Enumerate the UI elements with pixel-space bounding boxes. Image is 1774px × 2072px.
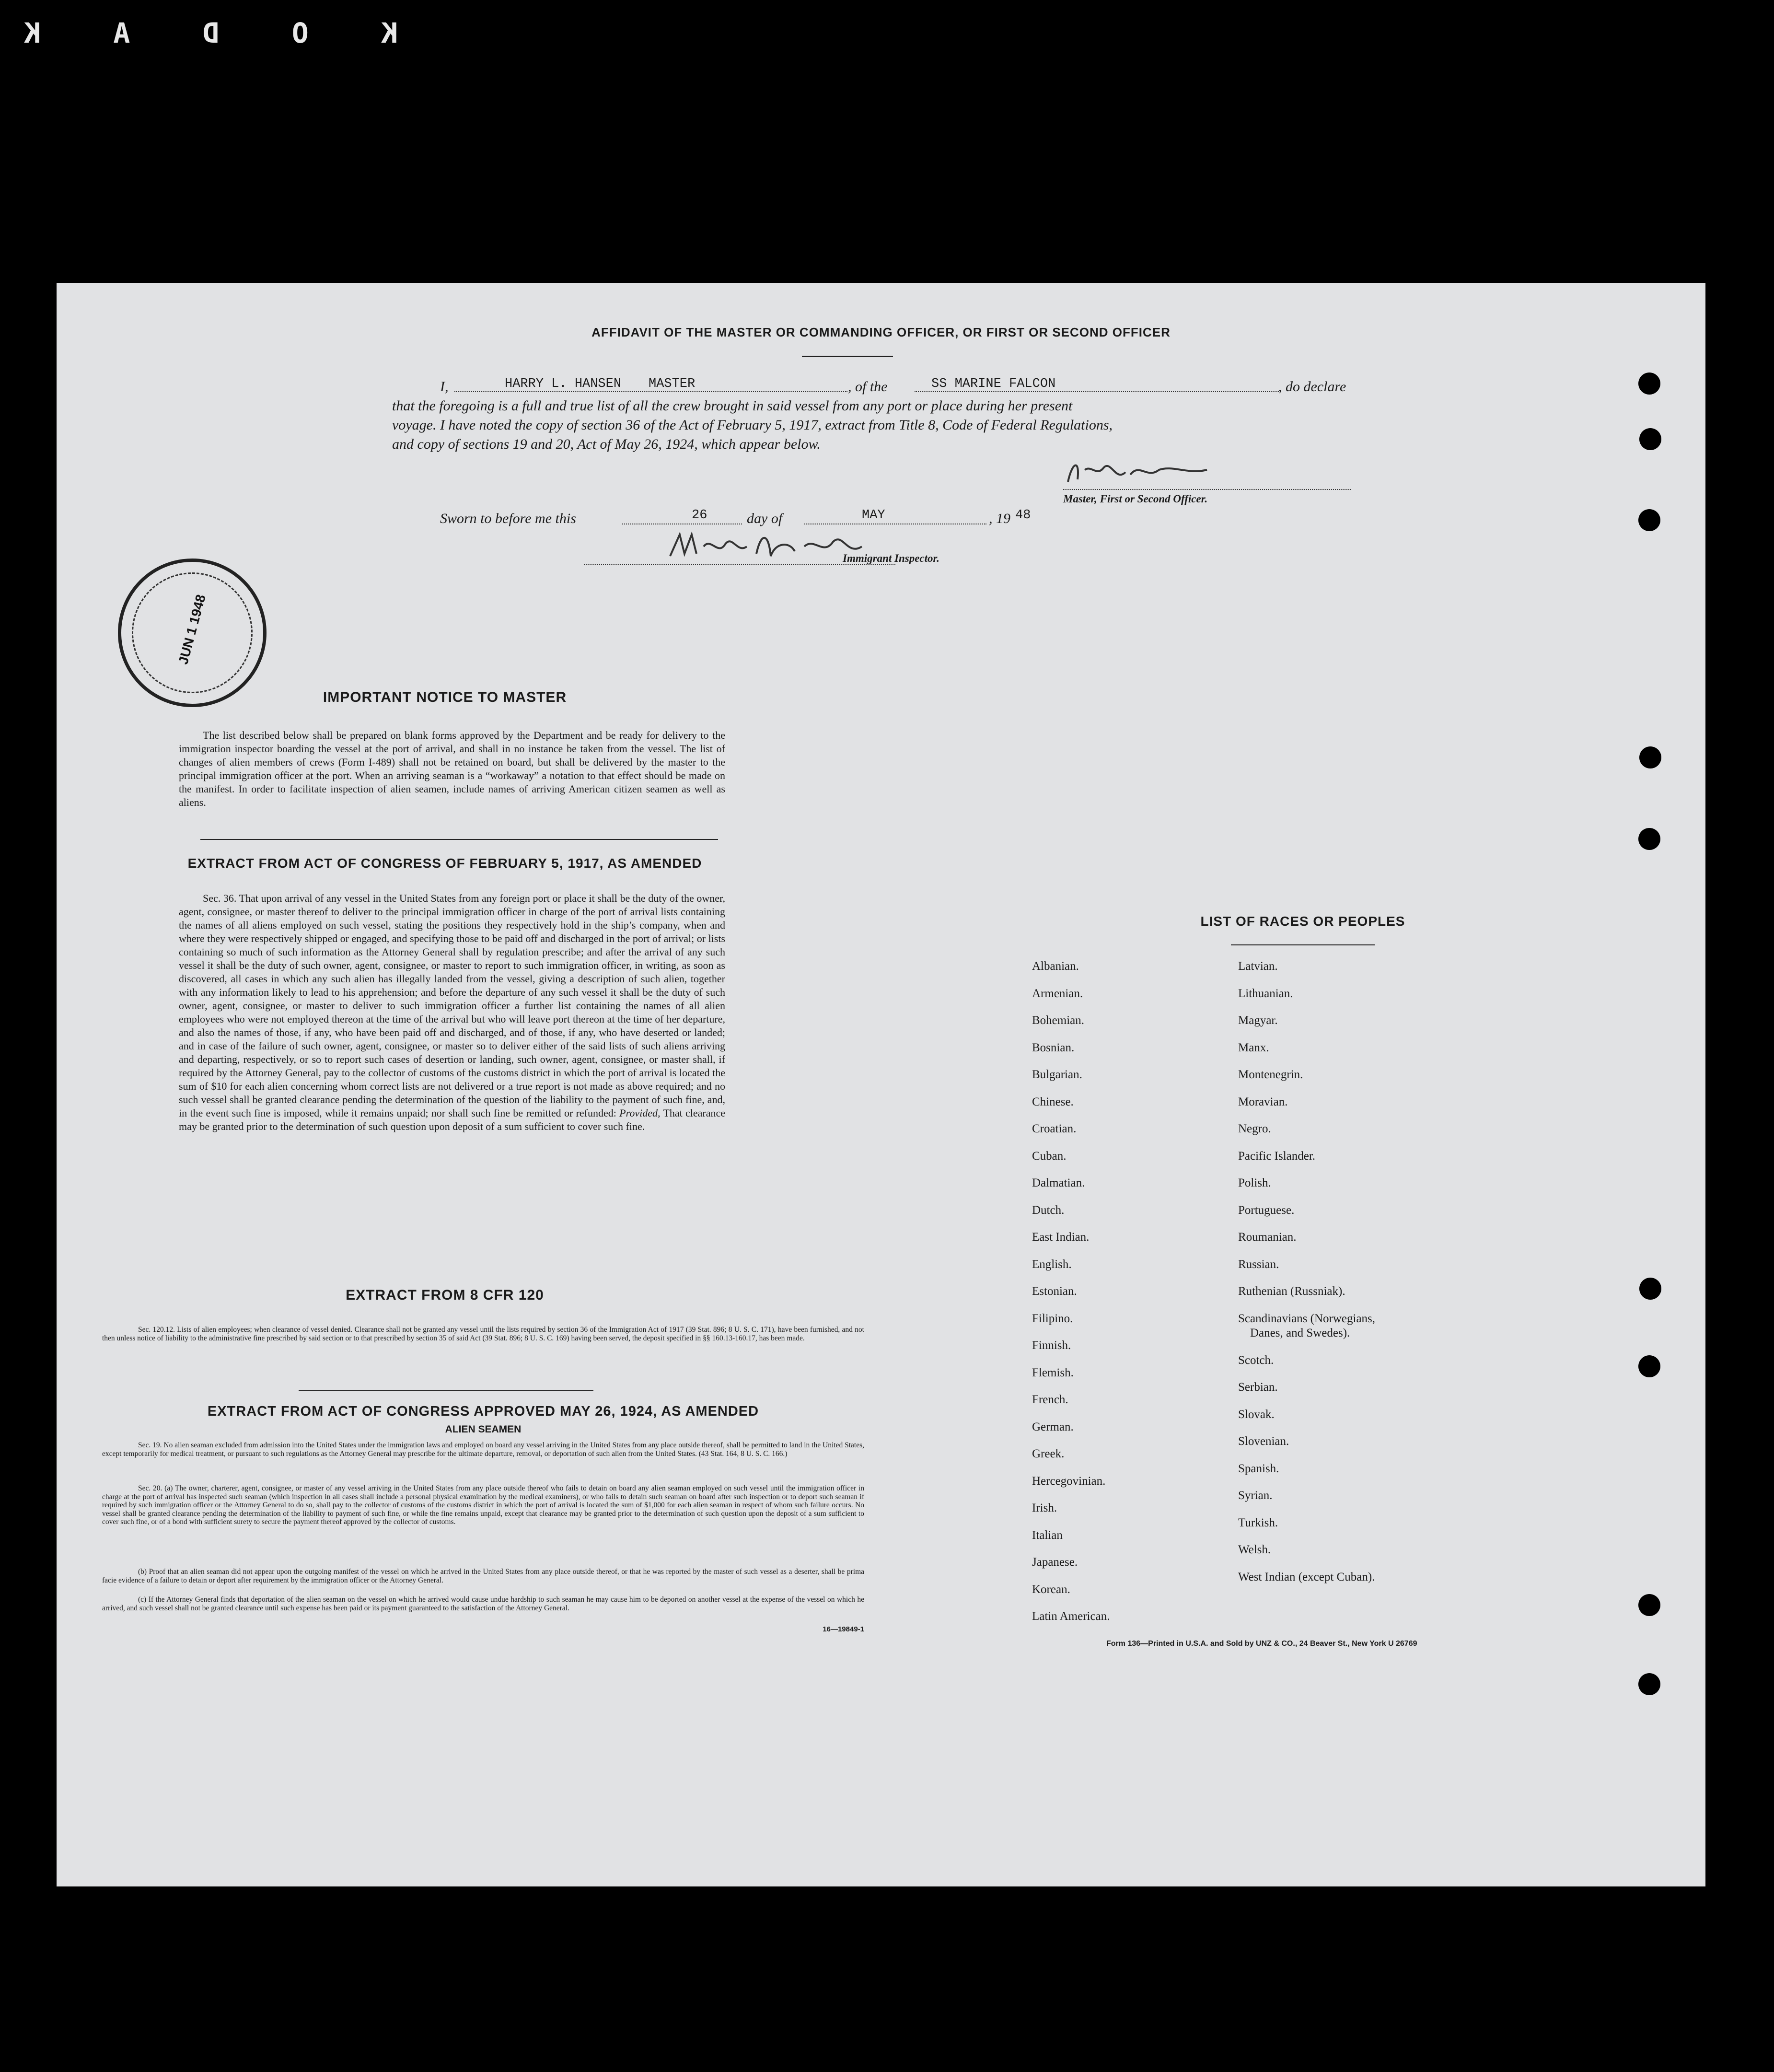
race-item: Korean. bbox=[1032, 1583, 1070, 1596]
brand-letter: A bbox=[113, 17, 130, 49]
divider bbox=[200, 839, 718, 840]
stamp-text: JUN 1 1948 bbox=[175, 593, 209, 666]
extract-1917-body bbox=[179, 892, 725, 1133]
year-suffix: 48 bbox=[1015, 508, 1031, 523]
race-item: Estonian. bbox=[1032, 1285, 1077, 1298]
section-20c: (c) If the Attorney General finds that deportation of the alien seaman on the vessel on which he arrived would cause undue hardship to such seaman he may cause him to be deported on another vessel at the expense of the vessel on which he arrived, and such vessel shall not be granted clearance until such expense has been paid or its payment guaranteed to the satisfaction of the Attorney General. bbox=[102, 1595, 864, 1612]
race-item: Roumanian. bbox=[1238, 1231, 1297, 1244]
affidavit-line-2: that the foregoing is a full and true list of all the crew brought in said vessel from any port or place during her present bbox=[392, 398, 1073, 414]
punch-hole bbox=[1638, 509, 1660, 531]
race-item: Irish. bbox=[1032, 1502, 1057, 1514]
section-20a: Sec. 20. (a) The owner, charterer, agent, consignee, or master of any vessel arriving in the United States from any place outside thereof who fails to detain on board any alien seaman employed on such vessel until the immigration officer in charge at the port of arrival has inspected such seaman (which inspection in all cases shall include a personal physical examination by the medical examiners), or who fails to detain such seaman on board after such inspection or to deport such seaman if required by such immigration officer or the Attorney General to do so, shall pay to the collector of customs of the customs district in which the port of arrival is located the sum of $1,000 for each alien seaman in respect of whom such failure occurs. No vessel shall be granted clearance pending the determination of the liability to payment of such fine, or while the fine remains unpaid, except that clearance may be granted prior to the determination of such question upon the deposit of a sum sufficient to cover such fine, or of a bond with sufficient surety to secure the payment thereof approved by the collector of customs. bbox=[102, 1484, 864, 1526]
races-column-1 bbox=[1032, 953, 1110, 1630]
race-item: Scotch. bbox=[1238, 1353, 1274, 1367]
race-item: Cuban. bbox=[1032, 1149, 1067, 1163]
race-item: Finnish. bbox=[1032, 1339, 1071, 1352]
race-item: Lithuanian. bbox=[1238, 987, 1293, 1000]
section-label: Sec. 36. bbox=[203, 892, 237, 904]
races-title: LIST OF RACES OR PEOPLES bbox=[1200, 914, 1405, 929]
race-item: Greek. bbox=[1032, 1447, 1065, 1460]
form-footer: Form 136—Printed in U.S.A. and Sold by UNZ & CO., 24 Beaver St., New York U 26769 bbox=[1106, 1640, 1417, 1648]
race-item: Hercegovinian. bbox=[1032, 1474, 1106, 1488]
i-label: I, bbox=[440, 379, 449, 395]
race-item: Flemish. bbox=[1032, 1366, 1074, 1379]
race-item: Armenian. bbox=[1032, 987, 1083, 1000]
race-item: Bosnian. bbox=[1032, 1041, 1075, 1054]
race-item: Dalmatian. bbox=[1032, 1176, 1085, 1189]
divider bbox=[299, 1390, 593, 1391]
of-the-label: , of the bbox=[848, 379, 888, 395]
affidavit-line-3: voyage. I have noted the copy of section 36 of the Act of February 5, 1917, extract from Title 8, Code of Federal Regulations, bbox=[392, 417, 1113, 433]
race-item: Croatian. bbox=[1032, 1122, 1077, 1135]
cfr-title: EXTRACT FROM 8 CFR 120 bbox=[346, 1287, 544, 1303]
sworn-day: 26 bbox=[692, 508, 707, 523]
extract-1924-title: EXTRACT FROM ACT OF CONGRESS APPROVED MAY 26, 1924, AS AMENDED bbox=[207, 1404, 759, 1419]
race-item: Chinese. bbox=[1032, 1095, 1074, 1108]
section-36-text: That upon arrival of any vessel in the United States from any foreign port or place it shall be the duty of the owner, agent, consignee, or master thereof to deliver to the principal immigration officer in charge of the port of arrival lists containing the names of all aliens employed on such vessel, stating the positions they respectively hold in the ship’s company, when and where they were respectively shipped or engaged, and specifying those to be paid off and discharged in the port of arrival; or lists containing so much of such information as the Attorney General shall by regulation prescribe; and after the arrival of any such vessel it shall be the duty of such owner, agent, consignee, or master to report to such immigration officer, in writing, as soon as discovered, all cases in which any such alien has illegally landed from the vessel, giving a description of such alien, together with any information likely to lead to his apprehension; and before the departure of any such vessel it shall be the duty of such owner, agent, consignee, or master to deliver to such immigration officer a further list containing the names of all alien employees who were not employed thereon at the time of the arrival but who will leave port thereon at the time of her departure, and also the names of those, if any, who have been paid off and discharged, and of those, if any, who have deserted or landed; and in case of the failure of such owner, agent, consignee, or master so to deliver either of the said lists of such aliens arriving and departing, respectively, or so to report such cases of desertion or landing, such owner, agent, consignee, or master shall, if required by the Attorney General, pay to the collector of customs of the customs district in which the port of arrival is located the sum of $10 for each alien concerning whom correct lists are not delivered or a true report is not made as above required; and no such vessel shall be granted clearance pending the determination of the question of the liability to the payment of such fine, and, in the event such fine is imposed, while it remains unpaid; nor shall such fine be remitted or refunded: bbox=[179, 892, 726, 1119]
race-item: Ruthenian (Russniak). bbox=[1238, 1285, 1345, 1298]
do-declare: , do declare bbox=[1278, 379, 1346, 395]
brand-letter: D bbox=[202, 17, 220, 49]
extract-1924-subtitle: ALIEN SEAMEN bbox=[445, 1424, 522, 1435]
date-stamp bbox=[118, 559, 267, 707]
vessel-fill-line bbox=[915, 391, 1279, 392]
race-item: Pacific Islander. bbox=[1238, 1149, 1316, 1163]
race-item: Moravian. bbox=[1238, 1095, 1288, 1108]
master-signature bbox=[1063, 455, 1264, 489]
race-item: East Indian. bbox=[1032, 1231, 1090, 1244]
race-item: French. bbox=[1032, 1393, 1068, 1406]
race-item: Negro. bbox=[1238, 1122, 1271, 1135]
race-item: Latin American. bbox=[1032, 1610, 1110, 1623]
inspector-caption: Immigrant Inspector. bbox=[843, 552, 939, 564]
race-item: Latvian. bbox=[1238, 960, 1278, 973]
race-item: Portuguese. bbox=[1238, 1203, 1295, 1217]
punch-hole bbox=[1638, 1355, 1660, 1377]
sworn-month: MAY bbox=[862, 508, 885, 523]
race-item: Bohemian. bbox=[1032, 1014, 1085, 1027]
race-item: Montenegrin. bbox=[1238, 1068, 1303, 1081]
film-edge-brand bbox=[0, 17, 422, 60]
name-fill-line bbox=[454, 391, 847, 392]
race-item: Russian. bbox=[1238, 1257, 1279, 1271]
race-item: Bulgarian. bbox=[1032, 1068, 1082, 1081]
section-19: Sec. 19. No alien seaman excluded from admission into the United States under the immigration laws and employed on board any vessel arriving in the United States from any place outside thereof, shall be permitted to land in the United States, except temporarily for medical treatment, or pursuant to such regulations as the Attorney General may prescribe for the ultimate departure, removal, or deportation of such alien from the United States. (43 Stat. 164, 8 U. S. C. 166.) bbox=[102, 1441, 864, 1458]
race-item: Scandinavians (Norwegians, bbox=[1238, 1312, 1376, 1325]
race-item: Dutch. bbox=[1032, 1203, 1065, 1217]
print-code: 16—19849-1 bbox=[823, 1625, 864, 1633]
race-item: Turkish. bbox=[1238, 1516, 1278, 1529]
cfr-body: Sec. 120.12. Lists of alien employees; when clearance of vessel denied. Clearance shall not be granted any vessel until the lists required by section 36 of the Immigration Act of 1917 (39 Stat. 896; 8 U. S. C. 171), have been furnished, and not then unless notice of liability to the administrative fine prescribed by said section or to that prescribed by section 35 of said Act (39 Stat. 896; 8 U. S. C. 169) having been served, the deposit specified in §§ 160.13-160.17, has been made. bbox=[102, 1326, 864, 1342]
notice-body: The list described below shall be prepared on blank forms approved by the Department and be ready for delivery to the immigration inspector boarding the vessel at the port of arrival, and shall in no instance be taken from the vessel. The list of changes of alien members of crews (Form I-489) shall not be retained on board, but shall be delivered by the master to the principal immigration officer at the port. When an arriving seaman is a “workaway” a notation to that effect should be made on the manifest. In order to facilitate inspection of alien seamen, include names of arriving American citizen seamen as well as aliens. bbox=[179, 729, 725, 808]
brand-letter: K bbox=[381, 17, 398, 49]
punch-hole bbox=[1638, 1673, 1660, 1695]
race-item: Danes, and Swedes). bbox=[1250, 1326, 1350, 1339]
race-item: Albanian. bbox=[1032, 960, 1079, 973]
race-item: Japanese. bbox=[1032, 1556, 1078, 1569]
affidavit-line-4: and copy of sections 19 and 20, Act of May 26, 1924, which appear below. bbox=[392, 436, 821, 452]
race-item: English. bbox=[1032, 1257, 1072, 1271]
document-sheet bbox=[57, 283, 1705, 1886]
extract-1917-title: EXTRACT FROM ACT OF CONGRESS OF FEBRUARY 5, 1917, AS AMENDED bbox=[187, 856, 702, 871]
race-item: Slovenian. bbox=[1238, 1435, 1289, 1448]
affidavit-title: AFFIDAVIT OF THE MASTER OR COMMANDING OFFICER, OR FIRST OR SECOND OFFICER bbox=[591, 325, 1171, 339]
section-20b: (b) Proof that an alien seaman did not appear upon the outgoing manifest of the vessel on which he arrived in the United States from any place outside thereof, or that he was reported by the master of such vessel as a deserter, shall be prima facie evidence of a failure to detain or deport after requirement by the immigration officer or the Attorney General. bbox=[102, 1568, 864, 1584]
punch-hole bbox=[1638, 828, 1660, 850]
race-item: Syrian. bbox=[1238, 1489, 1273, 1502]
race-item: Spanish. bbox=[1238, 1462, 1279, 1475]
vessel-name: SS MARINE FALCON bbox=[931, 377, 1056, 391]
signature-line bbox=[1063, 489, 1351, 490]
day-of-label: day of bbox=[747, 511, 783, 526]
punch-hole bbox=[1638, 1594, 1660, 1616]
punch-hole bbox=[1639, 746, 1661, 768]
year-prefix: , 19 bbox=[989, 511, 1010, 526]
race-item: Magyar. bbox=[1238, 1014, 1278, 1027]
signer-caption: Master, First or Second Officer. bbox=[1063, 493, 1208, 505]
divider bbox=[1231, 944, 1375, 945]
race-item: Slovak. bbox=[1238, 1408, 1275, 1421]
section-36-end: That clearance may be granted prior to the determination of such question upon deposit of a sum sufficient to cover such fine. bbox=[179, 1107, 726, 1132]
sworn-label: Sworn to before me this bbox=[440, 511, 576, 526]
race-item: Serbian. bbox=[1238, 1381, 1278, 1394]
provided-word: Provided, bbox=[619, 1107, 661, 1119]
punch-hole bbox=[1638, 372, 1660, 395]
divider bbox=[802, 356, 893, 357]
race-item: German. bbox=[1032, 1420, 1074, 1433]
race-item: Manx. bbox=[1238, 1041, 1269, 1054]
race-item: Welsh. bbox=[1238, 1543, 1271, 1556]
notice-title: IMPORTANT NOTICE TO MASTER bbox=[323, 689, 567, 705]
master-name: HARRY L. HANSEN bbox=[505, 377, 622, 391]
brand-letter: K bbox=[24, 17, 41, 49]
race-item: West Indian (except Cuban). bbox=[1238, 1570, 1375, 1583]
races-column-2 bbox=[1238, 953, 1375, 1591]
race-item: Italian bbox=[1032, 1528, 1063, 1542]
brand-letter: O bbox=[291, 17, 309, 49]
race-item: Polish. bbox=[1238, 1176, 1271, 1189]
race-item: Filipino. bbox=[1032, 1312, 1073, 1325]
master-rank: MASTER bbox=[649, 377, 696, 391]
punch-hole bbox=[1639, 1278, 1661, 1300]
punch-hole bbox=[1639, 428, 1661, 450]
